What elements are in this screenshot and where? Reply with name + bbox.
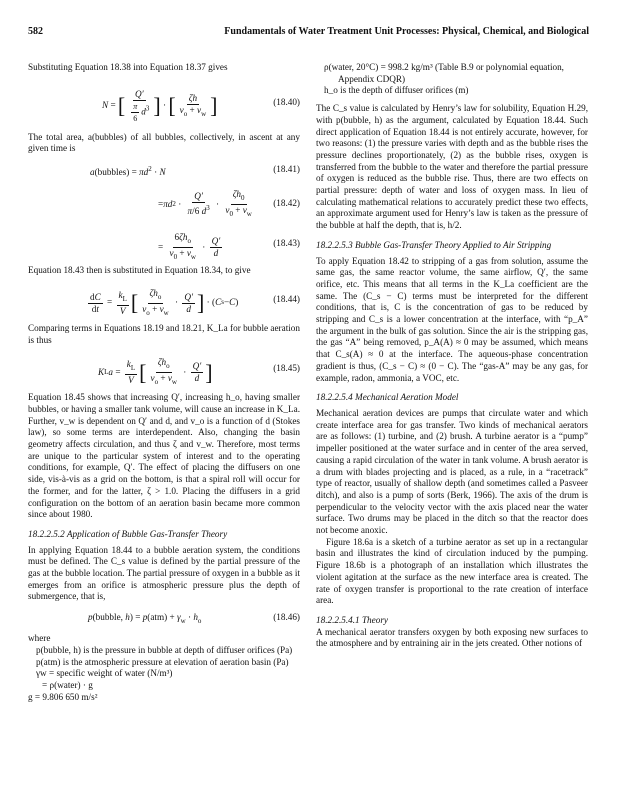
equation-18-45: K L a = $\frac{k_L}{V}$ [ $\frac{\zeta h_o}{v_o + v_w}$ · $\frac{Q'}{d}$ ] (18.45) — [98, 357, 300, 386]
page-number: 582 — [28, 26, 43, 37]
paragraph: In applying Equation 18.44 to a bubble aeration system, the conditions must be defined. The C_s value is defined by the partial pressure of the gas at the bubble location. The partial pressure of oxygen in a bubble as it emerges from an orifice is atmospheric pressure plus the depth of submergence, that is, — [28, 544, 300, 602]
paragraph: The C_s value is calculated by Henry’s law for solubility, Equation H.29, with p(bubble, h) as the argument, calculated by Equation 18.44. Such direct application of Equation 18.44 is not entirely accurate, however, for two reasons: (1) the pressure varies with depth and as the bubble rises the pressure declines proportionately, (2) as the bubble rises, oxygen is transferred from the bubble to the water and therefore the partial pressure of oxygen is reduced as the bubble rise. Thus, there are two effects on partial pressure: depth of water and loss of oxygen mass. In lieu of calculating mathematical relations to accurately predict these two effects, an approximate argument used for Henry’s law is taken as the pressure of the bubble at half the depth, that is, h/2. — [316, 103, 588, 231]
where-label: where — [28, 633, 51, 644]
definition-item: ρ(water, 20°C) = 998.2 kg/m³ (Table B.9 or polynomial equation, Appendix CDQR) — [324, 62, 564, 84]
running-title: Fundamentals of Water Treatment Unit Processes: Physical, Chemical, and Biological — [224, 26, 589, 37]
paragraph: Substituting Equation 18.38 into Equation 18.37 gives — [28, 62, 228, 72]
definition-item: γw = specific weight of water (N/m³) — [36, 668, 173, 679]
equation-18-46: p(bubble, $h) = p(atm) + \gamma_w \cdot h_o$ (18.46) — [88, 612, 300, 625]
equation-number: (18.43) — [273, 238, 300, 249]
section-heading: 18.2.2.5.2 Application of Bubble Gas-Transfer Theory — [28, 528, 228, 539]
page-header — [28, 26, 589, 42]
equation-number: (18.46) — [273, 612, 300, 623]
equation-18-40: N = [ Q′ $\frac{\pi}{6}$ $d^3$ ] · [ $\frac{\zeta h}{v_o + v_w}$ ] (18.40) — [102, 88, 300, 123]
definition-item: p(bubble, h) is the pressure in bubble at depth of diffuser orifices (Pa) — [36, 644, 293, 655]
right-column — [316, 62, 588, 650]
definition-item: = ρ(water) · g — [42, 679, 93, 690]
definition-item: g = 9.806 650 m/s² — [28, 691, 98, 702]
paragraph: Comparing terms in Equations 18.19 and 18.21, K_La for bubble aeration is thus — [28, 322, 300, 345]
equation-number: (18.40) — [273, 96, 300, 107]
paragraph: To apply Equation 18.42 to stripping of a gas from solution, assume the same gas, the same reactor volume, the same airflow, Q′, the same orifice, etc. This means that all terms in the K_La coefficient are the same. The (C_s − C) terms must be interpreted for the different conditions, that is, C is the concentration of gas to be reduced by stripping and C_s is a lower concentration at the interface, with “p_A” the argument in the bulk of gas solution. Since the air is the stripping gas, the gas “A” being removed, p_A(A) ≈ 0 may be assumed, which means that C_s(A) ≈ 0 at the interface. The aqueous-phase concentration gradient is thus, (C_s − C) ≈ (0 − C). The “gas-A” may be any gas, for example, radon, ammonia, a VOC, etc. — [316, 255, 588, 383]
paragraph: The total area, a(bubbles) of all bubbles, collectively, in ascent at any given time is — [28, 131, 300, 154]
equation-number: (18.45) — [273, 363, 300, 374]
section-heading: 18.2.2.5.3 Bubble Gas-Transfer Theory Applied to Air Stripping — [316, 239, 552, 250]
equation-18-42: = πd 2 · $\frac{Q'}{\pi/6 d^3}$ · $\frac{\zeta h_0}{v_0 + v_w}$ (18.42) — [158, 189, 300, 218]
definition-item: h_o is the depth of diffuser orifices (m) — [324, 85, 469, 96]
equation-number: (18.41) — [273, 164, 300, 175]
equation-18-44: $\frac{dC}{dt}$ = $\frac{k_L}{V}$ [ $\frac{\zeta h_o}{v_o + v_w}$ · $\frac{Q'}{d}$ ] · ( C s − C ) (18.44) — [90, 287, 300, 317]
equation-number: (18.42) — [273, 198, 300, 209]
equation-number: (18.44) — [273, 293, 300, 304]
section-heading: 18.2.2.5.4 Mechanical Aeration Model — [316, 392, 459, 403]
paragraph: Figure 18.6a is a sketch of a turbine aerator as set up in a rectangular basin and illustrates the kind of circulation induced by the pumping. Figure 18.6b is a photograph of an installation which illustrates the violent agitation at the surface as the new interface area is created. The rate of oxygen transfer is proportional to the rate creation of interface area. — [316, 536, 588, 606]
paragraph: Mechanical aeration devices are pumps that circulate water and which create interface area for gas transfer. Two kinds of mechanical aerators are as follows: (1) turbine, and (2) brush. A turbine aerator is a “pump” impeller positioned at the water surface and in center of the area served, causing a rapid circulation of the water in tank volume. A brush aerator is a drum with blades projecting and is placed, as a rule, in a “racetrack” type of reactor, usually of shallow depth (and sometimes called a Pasveer ditch), and also is a pump of sorts (Berk, 1966). The axis of the drum is perpendicular to the velocity vector with the axis placed near the water surface. Two drums may be placed in the ditch so that the reactor does not become anoxic. — [316, 407, 588, 536]
equation-18-43: = $\frac{6\zeta h_o}{v_0 + v_w}$ · $\frac{Q'}{d}$ (18.43) — [158, 232, 300, 261]
section-heading — [316, 615, 588, 627]
paragraph: A mechanical aerator transfers oxygen by both exposing new surfaces to the atmosphere and by entraining air in the jets created. Other notions of — [316, 626, 588, 649]
subsection-title: 18.2.2.5.4.1 Theory — [316, 614, 388, 625]
definition-item: p(atm) is the atmospheric pressure at elevation of aeration basin (Pa) — [36, 656, 289, 667]
left-column — [28, 62, 300, 703]
paragraph: Equation 18.43 then is substituted in Equation 18.34, to give — [28, 265, 251, 276]
paragraph: Equation 18.45 shows that increasing Q′, increasing h_o, having smaller bubbles, or having a smaller tank volume, will cause an increase in K_La. Further, v_w is dependent on Q′ and d, and v_o is a function of d (Stokes law), so some terms are interdependent. Also, changing the basin geometry affects circulation, and thus ζ and v_w. Therefore, most terms are unique to the particular system of interest and to the operating conditions, for example, Q′. The effect of placing the diffusers on one side, vis-à-vis as a grid on the bottom, is that a spiral roll will occur for the former, and for the latter, ζ > 1.0. Placing the diffusers in a grid configuration on the bottom of an aeration basin became more common since about 1980. — [28, 392, 300, 520]
equation-18-41: a(bubbles) = $\pi d^2 \cdot N$ (18.41) — [90, 164, 300, 178]
